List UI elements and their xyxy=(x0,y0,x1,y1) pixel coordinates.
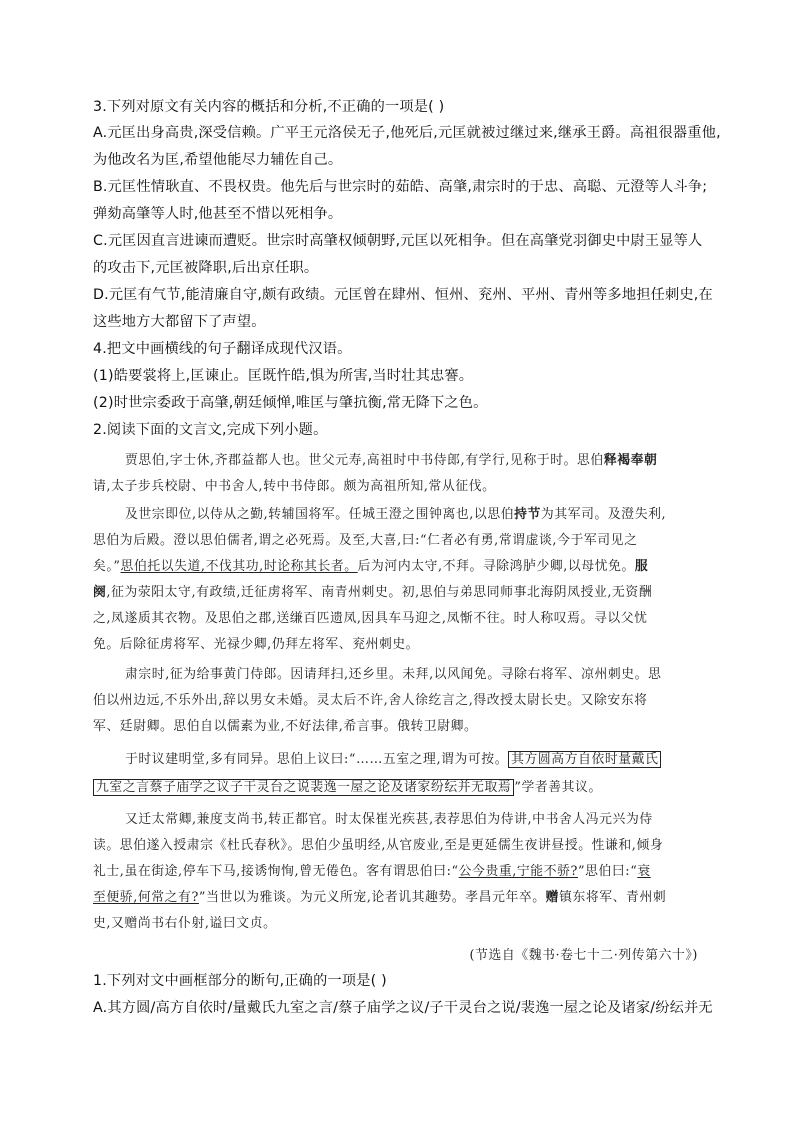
passage-line: 九室之言蔡子庙学之议子干灵台之说裴逸一屋之论及诸家纷纭并无取焉 ”学者善其议。 xyxy=(93,778,602,798)
passage-line: 礼士,虽在街途,停车下马,接诱恂恂,曾无倦色。客有谓思伯曰:“公今贵重,宁能不骄?”思伯曰:“衰 xyxy=(93,864,651,879)
passage-line: 思伯为后殿。澄以思伯儒者,谓之必死焉。及至,大喜,曰:“仁者必有勇,常谓虚谈,今于军司见之 xyxy=(93,533,638,548)
q3-option-a-line1: A.元匡出身高贵,深受信赖。广平王元洛侯无子,他死后,元匡就被过继过来,继承王爵。高祖很器重他, xyxy=(93,125,721,141)
q4-sentence-2: (2)时世宗委政于高肇,朝廷倾惮,唯匡与肇抗衡,常无降下之色。 xyxy=(93,395,488,411)
q2-stem: 2.阅读下面的文言文,完成下列小题。 xyxy=(93,422,328,438)
q3-option-d-line1: D.元匡有气节,能清廉自守,颇有政绩。元匡曾在肆州、恒州、兖州、平州、青州等多地担任刺史,在 xyxy=(93,287,713,303)
passage-line: 史,又赠尚书右仆射,谥曰文贞。 xyxy=(93,916,277,931)
passage-line: 伯以州边远,不乐外出,辞以男女未婚。灵太后不许,舍人徐纥言之,得改授太尉长史。又除安东将 xyxy=(93,693,648,708)
underlined-sentence: 衰 xyxy=(637,864,651,879)
passage-line: 至便骄,何常之有?”当世以为雅谈。为元义所宠,论者讥其趣势。孝昌元年卒。赠镇东将军、青州刺 xyxy=(93,890,667,905)
q1-stem: 1.下列对文中画框部分的断句,正确的一项是( ) xyxy=(93,973,387,989)
q4-sentence-1: (1)皓要裳将上,匡谏止。匡既忤皓,惧为所害,当时壮其忠謇。 xyxy=(93,368,474,384)
q3-option-b-line2: 弹劾高肇等人时,他甚至不惜以死相争。 xyxy=(93,206,343,222)
passage-line: 请,太子步兵校尉、中书舍人,转中书侍郎。颇为高祖所知,常从征伐。 xyxy=(93,479,496,494)
passage-line: 又迁太常卿,兼度支尚书,转正都官。时太保崔光疾甚,表荐思伯为侍讲,中书舍人冯元兴为侍 xyxy=(125,812,653,827)
q3-option-b-line1: B.元匡性情耿直、不畏权贵。他先后与世宗时的茹皓、高肇,肃宗时的于忠、高聪、元澄等人斗争; xyxy=(93,179,708,195)
boxed-text: 九室之言蔡子庙学之议子干灵台之说裴逸一屋之论及诸家纷纭并无取焉 xyxy=(93,779,514,796)
passage-line: 军、廷尉卿。思伯自以儒素为业,不好法律,希言事。俄转卫尉卿。 xyxy=(93,719,478,734)
passage-line: 之,凤遂质其衣物。及思伯之郡,送缣百匹遗凤,因具车马迎之,凤惭不往。时人称叹焉。寻以父忧 xyxy=(93,611,648,626)
boxed-text: 其方圆高方自依时量戴氏 xyxy=(508,751,661,768)
passage-source: (节选自《魏书·卷七十二·列传第六十》) xyxy=(469,948,698,963)
q1-option-a: A.其方圆/高方自依时/量戴氏九室之言/蔡子庙学之议/子干灵台之说/裴逸一屋之论及诸家/纷纭并无 xyxy=(93,1000,713,1016)
q4-stem: 4.把文中画横线的句子翻译成现代汉语。 xyxy=(93,341,352,357)
q3-option-c-line2: 的攻击下,元匡被降职,后出京任职。 xyxy=(93,260,319,276)
passage-line: 于时议建明堂,多有同异。思伯上议曰:“……五室之理,谓为可按。 其方圆高方自依时量戴氏 xyxy=(125,750,661,770)
passage-line: 及世宗即位,以侍从之勤,转辅国将军。任城王澄之围钟离也,以思伯持节为其军司。及澄失利, xyxy=(125,507,667,522)
q3-option-d-line2: 这些地方大都留下了声望。 xyxy=(93,314,266,330)
passage-line: 矣。”思伯托以失道,不伐其功,时论称其长者。后为河内太守,不拜。寻除鸿胪少卿,以母忧免。服 xyxy=(93,559,649,574)
underlined-sentence: 思伯托以失道,不伐其功,时论称其长者。 xyxy=(120,559,358,574)
underlined-sentence: 公今贵重,宁能不骄? xyxy=(458,864,578,879)
underlined-sentence: 至便骄,何常之有? xyxy=(93,890,199,905)
q3-option-c-line1: C.元匡因直言进谏而遭贬。世宗时高肇权倾朝野,元匡以死相争。但在高肇党羽御史中尉王显等人 xyxy=(93,233,703,249)
passage-line: 肃宗时,征为给事黄门侍郎。因请拜扫,还乡里。未拜,以风闻免。寻除右将军、凉州刺史。思 xyxy=(125,667,662,682)
passage-line: 免。后除征虏将军、光禄少卿,仍拜左将军、兖州刺史。 xyxy=(93,637,420,652)
q3-stem: 3.下列对原文有关内容的概括和分析,不正确的一项是( ) xyxy=(93,99,445,115)
passage-line: 贾思伯,字士休,齐郡益都人也。世父元寿,高祖时中书侍郎,有学行,见称于时。思伯释褐奉朝 xyxy=(125,453,658,468)
q3-option-a-line2: 为他改名为匡,希望他能尽力辅佐自己。 xyxy=(93,152,343,168)
passage-line: 阕,征为荥阳太守,有政绩,迁征虏将军、南青州刺史。初,思伯与弟思同师事北海阴凤授业,无资酬 xyxy=(93,585,653,600)
passage-line: 读。思伯遂入授肃宗《杜氏春秋》。思伯少虽明经,从官废业,至是更延儒生夜讲昼授。性谦和,倾身 xyxy=(93,838,664,853)
